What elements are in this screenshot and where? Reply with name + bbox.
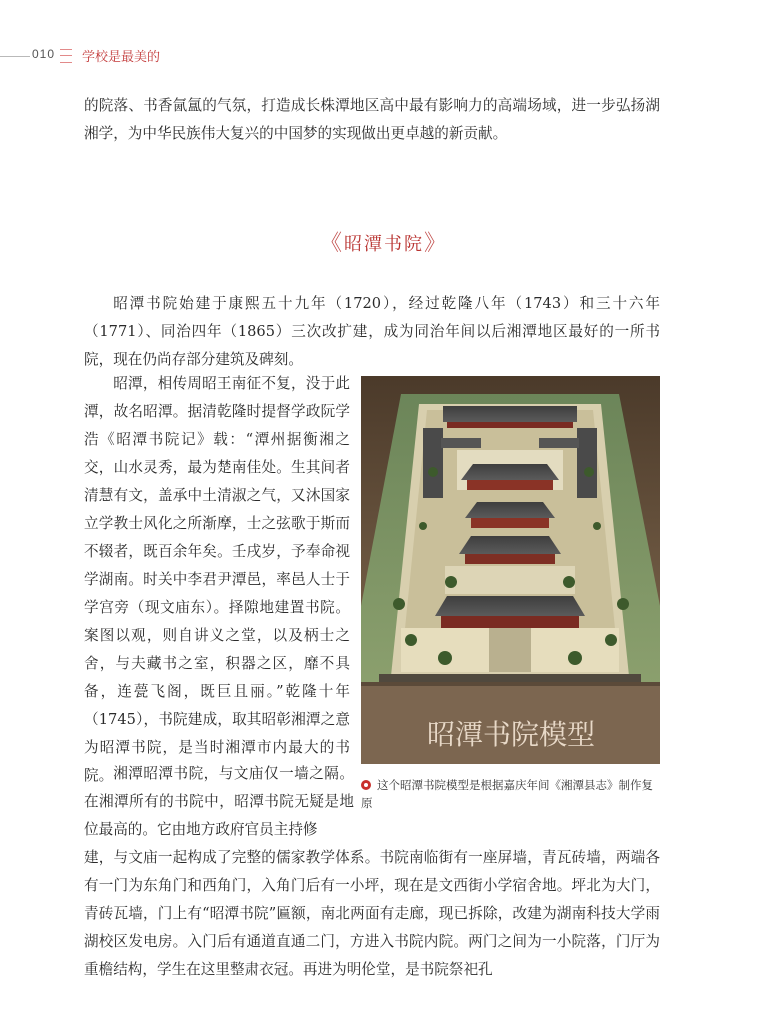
- academy-model-photo: [361, 376, 660, 764]
- caption-bullet-icon: [361, 780, 371, 790]
- title-open-bracket: 《: [319, 231, 344, 256]
- paragraph-4: 建，与文庙一起构成了完整的儒家教学体系。书院南临街有一座屏墙，青瓦砖墙，两端各有一门为东角门和西角门，入角门后有一小坪，现在是文西街小学宿舍地。坪北为大门，青砖瓦墙，门上有“昭潭书院”匾额，南北两面有走廊，现已拆除，改建为湖南科技大学雨湖校区发电房。入门后有通道直通二门，方进入书院内院。两门之间为一小院落，门厅为重檐结构，学生在这里整肃衣冠。再进为明伦堂，是书院祭祀孔: [84, 849, 660, 978]
- caption-text: 这个昭潭书院模型是根据嘉庆年间《湘潭县志》制作复原: [361, 778, 653, 810]
- running-title: 学校是最美的: [82, 50, 161, 65]
- paragraph-1: 昭潭书院始建于康熙五十九年（1720），经过乾隆八年（1743）和三十六年（1771）、同治四年（1865）三次改扩建，成为同治年间以后湘潭地区最好的一所书院，现在仍尚存部分建筑及碑刻。: [84, 295, 660, 368]
- photo-overlay-text: 昭潭书院模型: [426, 718, 596, 751]
- paragraph-3: 湘潭昭潭书院，与文庙仅一墙之隔。在湘潭所有的书院中，昭潭书院无疑是地位最高的。它由地方政府官员主持修: [84, 765, 354, 838]
- header-rule: [0, 56, 30, 57]
- intro-paragraph: 的院落、书香氤氲的气氛，打造成长株潭地区高中最有影响力的高端场域，进一步弘扬湖湘学，为中华民族伟大复兴的中国梦的实现做出更卓越的新贡献。: [84, 97, 660, 142]
- photo-caption: [361, 776, 661, 812]
- header-ornament: [60, 49, 72, 63]
- page-header: [0, 44, 768, 68]
- title-close-bracket: 》: [424, 231, 449, 256]
- section-title-text: 昭潭书院: [344, 234, 424, 255]
- paragraph-2: 昭潭，相传周昭王南征不复，没于此潭，故名昭潭。据清乾隆时提督学政阮学浩《昭潭书院记》载：“潭州据衡湘之交，山水灵秀，最为楚南佳处。生其间者清慧有文，盖承中土清淑之气，又沐国家立学教士风化之所渐摩，士之弦歌于斯而不辍者，既百余年矣。壬戌岁，予奉命视学湖南。时关中李君尹潭邑，率邑人士于学宫旁（现文庙东）。择隙地建置书院。案图以观，则自讲义之堂，以及柄士之舍，与夫藏书之室，积器之区，靡不具备，连甍飞阁，既巨且丽。”乾隆十年（1745），书院建成，取其昭彰湘潭之意为昭潭书院，是当时湘潭市内最大的书院。: [84, 375, 350, 784]
- page-number: 010: [32, 47, 56, 61]
- section-title: [0, 226, 768, 257]
